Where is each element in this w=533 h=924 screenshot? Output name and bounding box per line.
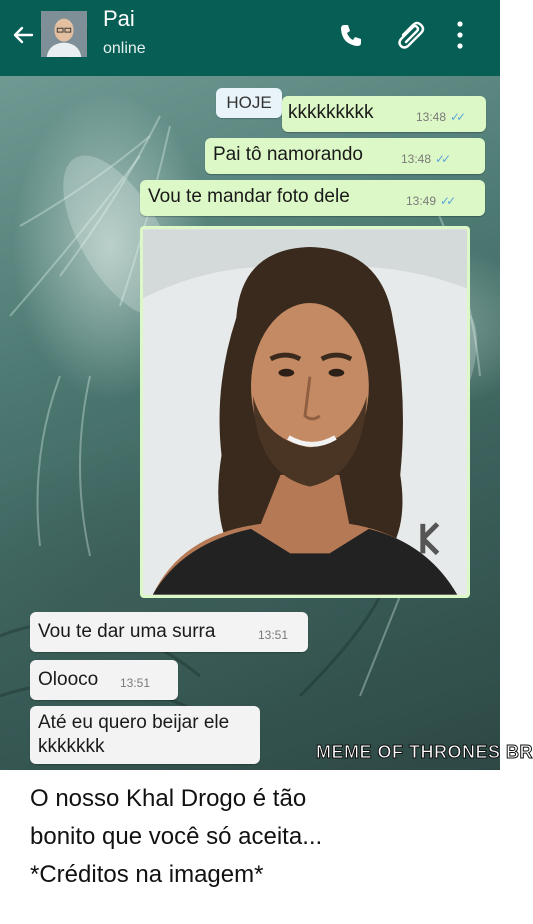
message-time: 13:48 xyxy=(416,110,447,124)
message-text-line2: kkkkkkk xyxy=(38,736,105,757)
caption xyxy=(30,780,480,894)
message-text: Vou te mandar foto dele xyxy=(148,186,350,207)
man-portrait-photo-icon xyxy=(143,229,467,595)
caption-line: *Créditos na imagem* xyxy=(30,861,264,888)
read-ticks-icon: ✓✓ xyxy=(435,152,448,166)
message-meta xyxy=(416,108,462,126)
message-meta xyxy=(406,192,452,210)
contact-status: online xyxy=(103,40,146,57)
caption-line: O nosso Khal Drogo é tão xyxy=(30,785,307,812)
message-text: kkkkkkkkk xyxy=(288,102,374,123)
message-bubble-incoming[interactable] xyxy=(30,706,260,764)
message-time: 13:51 xyxy=(258,628,289,642)
message-bubble-incoming[interactable] xyxy=(30,612,308,652)
chat-header xyxy=(0,0,500,76)
message-text-line1: Até eu quero beijar ele xyxy=(38,712,230,733)
message-text: Pai tô namorando xyxy=(213,144,363,165)
message-text: Olooco xyxy=(38,669,99,690)
photo-attachment[interactable] xyxy=(140,226,470,598)
message-bubble-incoming[interactable] xyxy=(30,660,178,700)
message-bubble-outgoing[interactable] xyxy=(282,96,486,132)
contact-name[interactable]: Pai xyxy=(103,6,135,31)
message-text: Vou te dar uma surra xyxy=(38,621,216,642)
read-ticks-icon: ✓✓ xyxy=(440,194,453,208)
message-time: 13:49 xyxy=(406,194,437,208)
read-ticks-icon: ✓✓ xyxy=(450,110,463,124)
watermark: MEME OF THRONES BR xyxy=(316,742,533,762)
more-options-icon[interactable] xyxy=(453,18,467,52)
message-time: 13:48 xyxy=(401,152,432,166)
message-bubble-outgoing[interactable] xyxy=(205,138,485,174)
contact-avatar[interactable] xyxy=(40,10,88,58)
message-meta xyxy=(401,150,447,168)
paperclip-icon[interactable] xyxy=(394,18,426,50)
message-bubble-outgoing[interactable] xyxy=(140,180,485,216)
date-chip: HOJE xyxy=(216,88,282,118)
back-arrow-icon[interactable] xyxy=(8,20,38,50)
chat-area[interactable] xyxy=(0,76,533,770)
phone-call-icon[interactable] xyxy=(336,20,366,50)
message-time: 13:51 xyxy=(120,676,151,690)
caption-line: bonito que você só aceita... xyxy=(30,823,323,850)
